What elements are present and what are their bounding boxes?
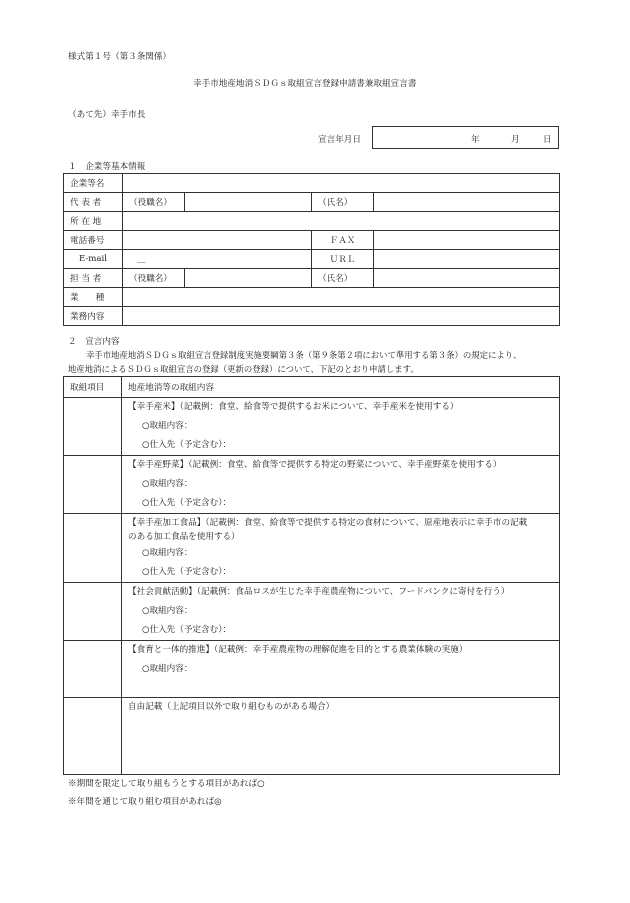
phone-field[interactable] bbox=[123, 231, 312, 250]
section1-heading: １ 企業等基本情報 bbox=[68, 162, 146, 172]
item-mark-cell[interactable] bbox=[64, 514, 122, 583]
col-header-content: 地産地消等の取組内容 bbox=[122, 377, 560, 398]
address-field[interactable] bbox=[123, 212, 560, 231]
item-mark-cell[interactable] bbox=[64, 583, 122, 641]
contact-name-field[interactable] bbox=[374, 269, 560, 288]
item-social-contribution[interactable] bbox=[122, 583, 560, 641]
item-supplier-field: ○仕入先（予定含む）： bbox=[142, 440, 232, 450]
item-heading-cont: のある加工食品を使用する） bbox=[128, 532, 240, 542]
section2-heading: ２ 宣言内容 bbox=[68, 337, 120, 347]
url-label: ＵＲＬ bbox=[312, 250, 374, 269]
item-supplier-field: ○仕入先（予定含む）： bbox=[142, 498, 232, 508]
item-supplier-field: ○仕入先（予定含む）： bbox=[142, 567, 232, 577]
section2-intro-line2: 地産地消によるＳＤＧｓ取組宣言の登録（更新の登録）について、下記のとおり申請します。 bbox=[68, 364, 419, 374]
year-label: 年 bbox=[471, 135, 480, 145]
email-field[interactable]: ＿ bbox=[123, 250, 312, 269]
declaration-date-field[interactable] bbox=[372, 126, 559, 149]
item-content-field: ○取組内容： bbox=[142, 664, 193, 674]
month-label: 月 bbox=[511, 135, 520, 145]
page-title: 幸手市地産地消ＳＤＧｓ取組宣言登録申請書兼取組宣言書 bbox=[193, 79, 417, 89]
company-name-label: 企業等名 bbox=[64, 174, 123, 193]
item-heading: 【幸手産米】（記載例：食堂、給食等で提供するお米について、幸手産米を使用する） bbox=[128, 402, 459, 412]
item-mark-cell[interactable] bbox=[64, 698, 122, 775]
free-description-field[interactable] bbox=[122, 698, 560, 775]
rep-name-field[interactable] bbox=[374, 193, 560, 212]
free-description-label: 自由記載（上記項目以外で取り組むものがある場合） bbox=[128, 702, 335, 712]
address-label: 所 在 地 bbox=[64, 212, 123, 231]
addressee: （あて先）幸手市長 bbox=[68, 110, 146, 120]
note-year-round: ※年間を通じて取り組む項目があれば◎ bbox=[68, 797, 222, 807]
item-content-field: ○取組内容： bbox=[142, 421, 193, 431]
rep-position-label: （役職名） bbox=[123, 193, 185, 212]
industry-label: 業 種 bbox=[64, 288, 123, 307]
item-vegetables[interactable] bbox=[122, 456, 560, 514]
item-content-field: ○取組内容： bbox=[142, 548, 193, 558]
fax-field[interactable] bbox=[374, 231, 560, 250]
day-label: 日 bbox=[543, 135, 552, 145]
item-mark-cell[interactable] bbox=[64, 641, 122, 698]
item-mark-cell[interactable] bbox=[64, 456, 122, 514]
item-content-field: ○取組内容： bbox=[142, 606, 193, 616]
item-food-education[interactable] bbox=[122, 641, 560, 698]
contact-position-field[interactable] bbox=[185, 269, 312, 288]
rep-position-field[interactable] bbox=[185, 193, 312, 212]
phone-label: 電話番号 bbox=[64, 231, 123, 250]
item-rice[interactable] bbox=[122, 398, 560, 456]
rep-name-label: （氏名） bbox=[312, 193, 374, 212]
email-label: E-mail bbox=[64, 250, 123, 269]
section2-intro-line1: 幸手市地産地消ＳＤＧｓ取組宣言登録制度実施要綱第３条（第９条第２項において準用する第３条）の規定により、 bbox=[86, 350, 522, 360]
note-limited-period: ※期間を限定して取り組もうとする項目があれば○ bbox=[68, 779, 265, 789]
item-heading: 【幸手産加工食品】（記載例：食堂、給食等で提供する特定の食材について、原産地表示に幸手市の記載 bbox=[128, 518, 528, 528]
business-field[interactable] bbox=[123, 307, 560, 326]
company-info-table bbox=[63, 173, 560, 326]
url-field[interactable] bbox=[374, 250, 560, 269]
item-mark-cell[interactable] bbox=[64, 398, 122, 456]
company-name-field[interactable] bbox=[123, 174, 560, 193]
form-number: 様式第１号（第３条関係） bbox=[68, 52, 172, 62]
item-heading: 【幸手産野菜】（記載例：食堂、給食等で提供する特定の野菜について、幸手産野菜を使用する） bbox=[128, 460, 502, 470]
col-header-item: 取組項目 bbox=[64, 377, 122, 398]
fax-label: ＦＡＸ bbox=[312, 231, 374, 250]
representative-label: 代 表 者 bbox=[64, 193, 123, 212]
business-label: 業務内容 bbox=[64, 307, 123, 326]
item-heading: 【食育と一体的推進】（記載例：幸手産農産物の理解促進を目的とする農業体験の実施） bbox=[128, 645, 468, 655]
declaration-date-label: 宣言年月日 bbox=[318, 135, 361, 145]
contact-position-label: （役職名） bbox=[123, 269, 185, 288]
declaration-items-table bbox=[63, 376, 560, 775]
item-heading: 【社会貢献活動】（記載例：食品ロスが生じた幸手産農産物について、フードバンクに寄付を行う） bbox=[128, 587, 510, 597]
industry-field[interactable] bbox=[123, 288, 560, 307]
item-content-field: ○取組内容： bbox=[142, 479, 193, 489]
item-processed-foods[interactable] bbox=[122, 514, 560, 583]
contact-label: 担 当 者 bbox=[64, 269, 123, 288]
contact-name-label: （氏名） bbox=[312, 269, 374, 288]
item-supplier-field: ○仕入先（予定含む）： bbox=[142, 625, 232, 635]
